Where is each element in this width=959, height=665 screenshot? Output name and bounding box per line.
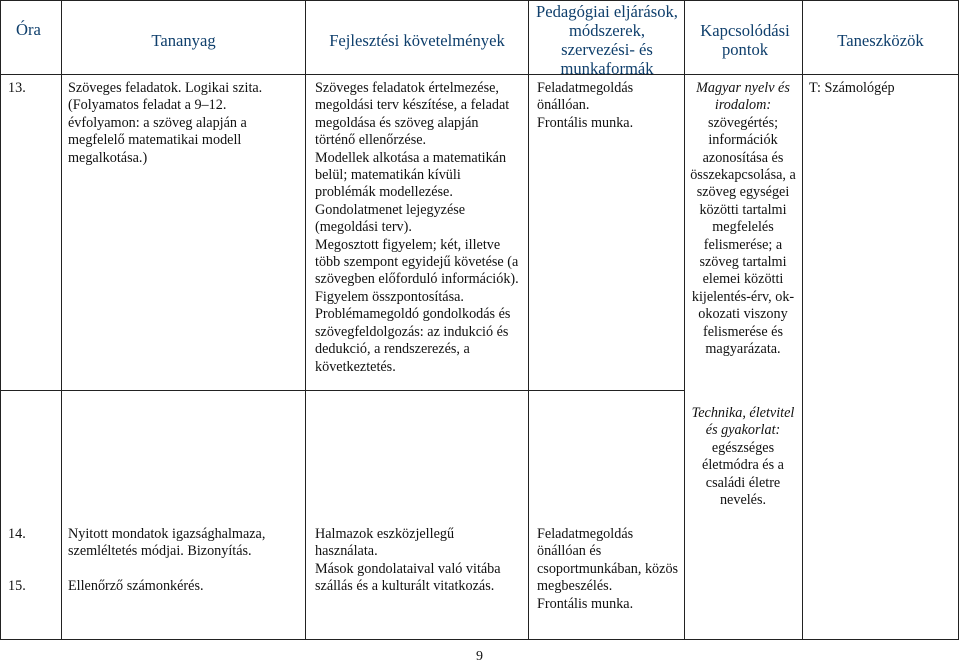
col-border-3 bbox=[528, 0, 529, 640]
header-pedagogiai: Pedagógiai eljárások, módszerek, szervezési- és munkaformák bbox=[536, 2, 678, 78]
fejlesztesi-item: Mások gondolataival való vitába szállás és a kulturált vitatkozás. bbox=[315, 560, 501, 595]
row1-kapcsolodasi bbox=[688, 80, 798, 359]
col-border-0 bbox=[0, 0, 1, 640]
header-kapcsolodasi: Kapcsolódási pontok bbox=[700, 21, 790, 59]
fejlesztesi-item: Modellek alkotása a matematikán belül; matematikán kívüli problémák modellezése. bbox=[315, 149, 507, 201]
pedagogiai-item: Feladatmegoldás önállóan és csoportmunkában, közös megbeszélés. bbox=[537, 526, 679, 595]
row15-tananyag: Ellenőrző számonkérés. bbox=[68, 578, 204, 594]
header-ora: Óra bbox=[16, 20, 41, 39]
fejlesztesi-item: Halmazok eszközjellegű használata. bbox=[315, 526, 455, 560]
row14-ora: 14. bbox=[8, 526, 26, 542]
kapcsolodasi-text-magyar: szövegértés; információk azonosítása és összekapcsolása, a szöveg egységei közötti tartalmi megfelelés felismerése; a szöveg tartalmi elemei közötti kijelentés-érv, ok-okozati viszony felismerése és magyarázata. bbox=[690, 114, 796, 358]
pedagogiai-item: Feladatmegoldás önállóan. bbox=[537, 80, 634, 114]
header-fejlesztesi: Fejlesztési követelmények bbox=[329, 31, 505, 50]
col-border-1 bbox=[61, 0, 62, 640]
header-bottom-border bbox=[0, 74, 959, 75]
fejlesztesi-item: Gondolatmenet lejegyzése (megoldási terv). bbox=[315, 201, 466, 236]
table-top-border bbox=[0, 0, 959, 1]
fejlesztesi-item: Megosztott figyelem; két, illetve több szempont egyidejű követése (a szövegben előforduló információk). Figyelem összpontosítása. bbox=[315, 236, 519, 305]
row1-fejlesztesi bbox=[315, 80, 520, 376]
row15-ora: 15. bbox=[8, 578, 26, 594]
col-border-5 bbox=[802, 0, 803, 640]
row1-taneszkozok: T: Számológép bbox=[809, 80, 895, 96]
subject-technika: Technika, életvitel és gyakorlat: bbox=[691, 405, 795, 439]
kapcsolodasi-text-technika: egészséges életmódra és a családi életre nevelés. bbox=[702, 439, 784, 509]
pedagogiai-item: Frontális munka. bbox=[537, 114, 634, 131]
col-border-4 bbox=[684, 0, 685, 640]
fejlesztesi-item: Szöveges feladatok értelmezése, megoldási terv készítése, a feladat megoldása és szöveg alapján történő ellenőrzése. bbox=[315, 80, 510, 149]
row1-kapcsolodasi-technika bbox=[688, 405, 798, 509]
row2-pedagogiai bbox=[537, 526, 683, 613]
row1-bottom-border bbox=[0, 390, 684, 391]
row1-ora: 13. bbox=[8, 80, 26, 96]
col-border-2 bbox=[305, 0, 306, 640]
pedagogiai-item: Frontális munka. bbox=[537, 595, 634, 612]
row2-fejlesztesi bbox=[315, 526, 520, 596]
table-bottom-border bbox=[0, 639, 959, 640]
page-number: 9 bbox=[476, 649, 483, 664]
fejlesztesi-item: Problémamegoldó gondolkodás és szövegfeldolgozás: az indukció és dedukció, a rendszerezés, a következtetés. bbox=[315, 306, 511, 375]
header-taneszkozok: Taneszközök bbox=[837, 31, 924, 50]
header-tananyag: Tananyag bbox=[151, 31, 216, 50]
row14-tananyag: Nyitott mondatok igazsághalmaza, szemléltetés módjai. Bizonyítás. bbox=[68, 526, 266, 560]
row1-tananyag: Szöveges feladatok. Logikai szita. (Folyamatos feladat a 9–12. évfolyamon: a szöveg alapján a megfelelő matematikai modell megalkotása.) bbox=[68, 80, 263, 166]
row1-pedagogiai bbox=[537, 80, 679, 132]
subject-magyar: Magyar nyelv és irodalom: bbox=[696, 80, 790, 114]
